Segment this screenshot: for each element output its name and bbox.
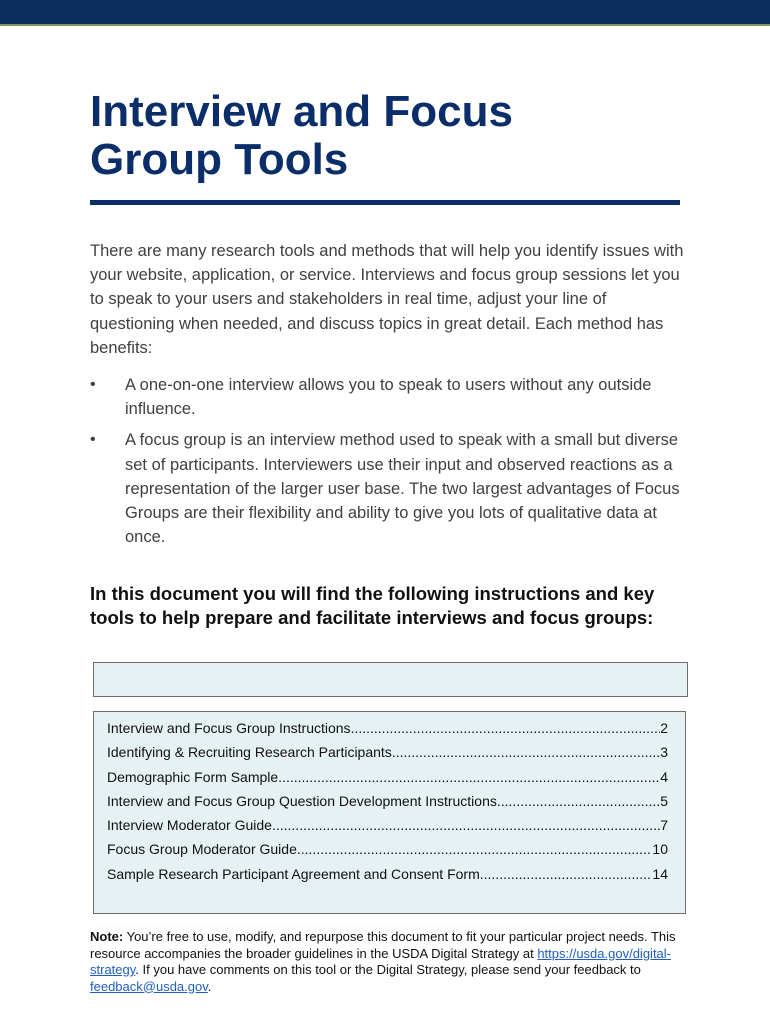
title-line-2: Group Tools bbox=[90, 135, 349, 184]
toc-leader-dots bbox=[278, 769, 660, 785]
toc-entry-page: 2 bbox=[660, 720, 668, 736]
toc-entry-page: 7 bbox=[660, 817, 668, 834]
toc-entry-title: Interview and Focus Group Question Development Instructions bbox=[107, 792, 497, 809]
note-label: Note: bbox=[90, 929, 124, 944]
digital-strategy-link[interactable]: https://usda.gov/digital-strategy bbox=[90, 945, 672, 977]
benefits-list bbox=[90, 373, 680, 556]
toc-entry-page: 3 bbox=[660, 744, 668, 761]
title-line-1: Interview and Focus bbox=[90, 87, 513, 136]
toc-entry-title: Interview and Focus Group Instructions bbox=[107, 720, 351, 736]
empty-callout-box bbox=[93, 662, 688, 697]
bullet-icon: • bbox=[90, 376, 96, 393]
toc-leader-dots bbox=[272, 817, 660, 833]
toc-entry[interactable] bbox=[107, 793, 668, 817]
toc-leader-dots bbox=[297, 841, 653, 857]
toc-entry-title: Demographic Form Sample bbox=[107, 768, 279, 785]
table-of-contents bbox=[93, 711, 686, 914]
toc-entry-page: 14 bbox=[652, 865, 668, 882]
note-text-2: . If you have comments on this tool or the Digital Strategy, please send your feedback to bbox=[135, 962, 641, 977]
toc-entry[interactable] bbox=[107, 817, 668, 841]
toc-leader-dots bbox=[497, 793, 660, 809]
toc-entry[interactable] bbox=[107, 866, 668, 890]
header-bar bbox=[0, 0, 770, 26]
toc-entry-page: 10 bbox=[652, 841, 668, 858]
list-item bbox=[90, 428, 680, 549]
toc-entry[interactable] bbox=[107, 720, 668, 744]
toc-entry-title: Identifying & Recruiting Research Participants bbox=[107, 744, 392, 761]
section-heading: In this document you will find the following instructions and key tools to help prepare and facilitate interviews and focus groups: bbox=[90, 583, 655, 628]
note-text-3: . bbox=[207, 978, 212, 994]
toc-leader-dots bbox=[392, 744, 660, 760]
intro-paragraph: There are many research tools and methods that will help you identify issues with your website, application, or service. Interviews and focus group sessions let you to speak to your users and stakeholders in real time, adjust your line of questioning when needed, and discuss topics in great detail. Each method has benefits: bbox=[90, 242, 684, 357]
bullet-text: A focus group is an interview method used to speak with a small but diverse set of participants. Interviewers use their input and observed reactions as a representation of the larger user base. The two largest advantages of Focus Groups are their flexibility and ability to give you lots of qualitative data at once. bbox=[125, 431, 680, 547]
toc-entry-title: Focus Group Moderator Guide bbox=[107, 841, 297, 858]
toc-entry[interactable] bbox=[107, 841, 668, 865]
toc-entry-title: Interview Moderator Guide bbox=[107, 817, 272, 834]
bullet-icon: • bbox=[90, 431, 96, 449]
title-divider bbox=[90, 200, 680, 205]
bullet-text: A one-on-one interview allows you to speak to users without any outside influence. bbox=[125, 376, 652, 419]
toc-entry-page: 5 bbox=[660, 792, 668, 809]
toc-entry-page: 4 bbox=[660, 768, 668, 785]
note-paragraph bbox=[90, 929, 690, 995]
toc-entry[interactable] bbox=[107, 769, 668, 793]
note-text-1: You’re free to use, modify, and repurpose this document to fit your particular project needs. This resource accompanies the broader guidelines in the USDA Digital Strategy at bbox=[90, 929, 676, 961]
list-item bbox=[90, 373, 680, 421]
toc-leader-dots bbox=[351, 720, 661, 736]
toc-entry[interactable] bbox=[107, 744, 668, 768]
toc-entry-title: Sample Research Participant Agreement and Consent Form bbox=[107, 865, 480, 882]
toc-leader-dots bbox=[480, 866, 653, 882]
feedback-email-link[interactable]: feedback@usda.gov bbox=[90, 978, 208, 994]
page-title bbox=[90, 88, 690, 184]
